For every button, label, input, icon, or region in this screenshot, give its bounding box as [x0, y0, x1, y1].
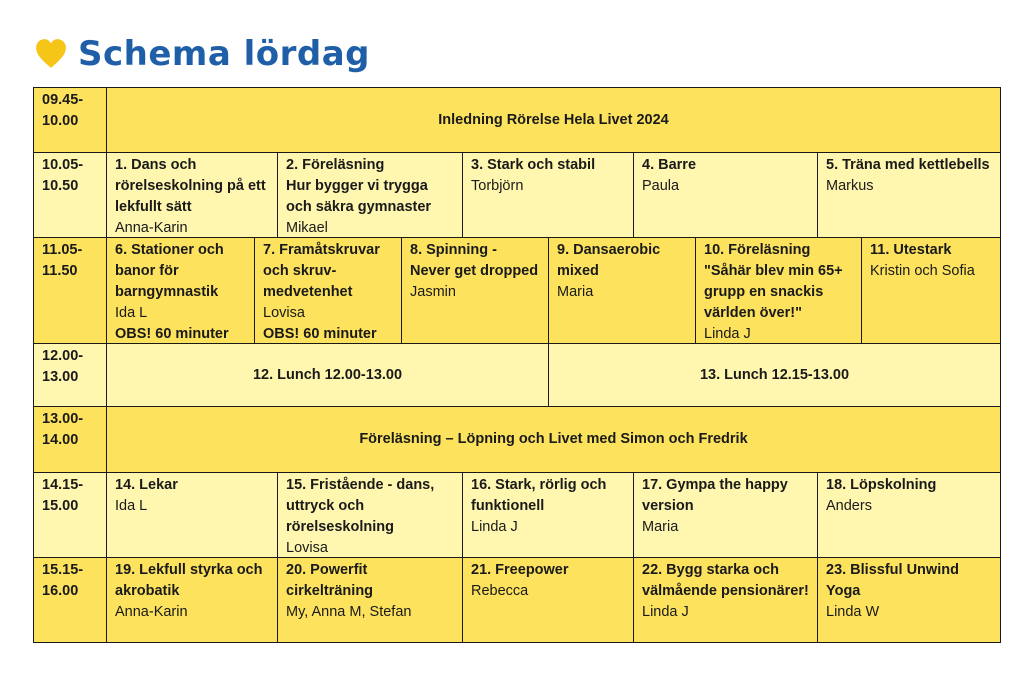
session-cell: [634, 558, 818, 642]
session-leader: My, Anna M, Stefan: [286, 604, 412, 620]
session-cell: [107, 153, 278, 238]
session-cell: [549, 238, 696, 344]
time-cell: 13.00- 14.00: [34, 407, 107, 473]
session-title: 2. Föreläsning Hur bygger vi trygga och säkra gymnaster: [286, 157, 432, 215]
session-title: 5. Träna med kettlebells: [826, 157, 990, 173]
session-title: 21. Freepower: [471, 562, 569, 578]
session-cell: [862, 238, 1000, 344]
session-title: 11. Utestark: [870, 242, 952, 258]
session-title: 3. Stark och stabil: [471, 157, 596, 173]
session-cell: [818, 558, 1000, 642]
session-title: 17. Gympa the happy version: [642, 477, 788, 514]
session-cell: [402, 238, 549, 344]
session-cell: [107, 473, 278, 558]
session-note: OBS! 60 minuter: [115, 326, 229, 342]
session-cell: [255, 238, 402, 344]
page-title: Schema lördag: [78, 34, 371, 74]
session-leader: Paula: [642, 178, 680, 194]
session-cell: [463, 558, 634, 642]
session-cell: [107, 558, 278, 642]
session-title: 15. Fristående - dans, uttryck och rörelseskolning: [286, 477, 435, 535]
session-cell: [463, 153, 634, 238]
time-cell: 09.45- 10.00: [34, 88, 107, 153]
session-cell: [278, 153, 463, 238]
time-cell: 15.15- 16.00: [34, 558, 107, 642]
session-cell: [634, 473, 818, 558]
session-title: 22. Bygg starka och välmående pensionärer!: [642, 562, 809, 599]
session-cell: Inledning Rörelse Hela Livet 2024: [107, 88, 1000, 153]
session-cell: [463, 473, 634, 558]
session-title: 23. Blissful Unwind Yoga: [826, 562, 959, 599]
session-leader: Kristin och Sofia: [870, 263, 975, 279]
session-title: 10. Föreläsning "Såhär blev min 65+ grupp en snackis världen över!": [704, 242, 843, 321]
session-leader: Jasmin: [410, 284, 456, 300]
session-cell: [818, 153, 1000, 238]
session-title: 19. Lekfull styrka och akrobatik: [115, 562, 263, 599]
session-leader: Mikael: [286, 220, 328, 236]
session-leader: Linda W: [826, 604, 880, 620]
session-leader: Torbjörn: [471, 178, 524, 194]
session-leader: Anna-Karin: [115, 604, 188, 620]
session-cell: [818, 473, 1000, 558]
lunch-cell: 13. Lunch 12.15-13.00: [549, 344, 1000, 407]
session-cell: [634, 153, 818, 238]
session-title: 6. Stationer och banor för barngymnastik: [115, 242, 224, 300]
session-leader: Markus: [826, 178, 874, 194]
session-cell: [696, 238, 862, 344]
session-leader: Lovisa: [263, 305, 305, 321]
session-leader: Rebecca: [471, 583, 529, 599]
session-cell: [107, 238, 255, 344]
session-title: 18. Löpskolning: [826, 477, 937, 493]
session-cell: Föreläsning – Löpning och Livet med Simon och Fredrik: [107, 407, 1000, 473]
page-header: [34, 28, 370, 80]
session-title: 16. Stark, rörlig och funktionell: [471, 477, 607, 514]
session-title: 8. Spinning - Never get dropped: [410, 242, 539, 279]
session-title: 20. Powerfit cirkelträning: [286, 562, 374, 599]
session-leader: Anders: [826, 498, 872, 514]
session-leader: Linda J: [642, 604, 689, 620]
session-leader: Maria: [642, 519, 679, 535]
time-cell: 14.15- 15.00: [34, 473, 107, 558]
session-cell: [278, 558, 463, 642]
session-title: 7. Framåtskruvar och skruv-medvetenhet: [263, 242, 380, 300]
session-cell: [278, 473, 463, 558]
session-title: 14. Lekar: [115, 477, 178, 493]
session-title: 9. Dansaerobic mixed: [557, 242, 661, 279]
session-title: 1. Dans och rörelseskolning på ett lekfullt sätt: [115, 157, 266, 215]
session-leader: Ida L: [115, 305, 148, 321]
lunch-cell: 12. Lunch 12.00-13.00: [107, 344, 549, 407]
session-leader: Maria: [557, 284, 594, 300]
time-cell: 12.00- 13.00: [34, 344, 107, 407]
schedule-table: [33, 87, 1001, 643]
session-leader: Lovisa: [286, 540, 328, 556]
time-cell: 10.05- 10.50: [34, 153, 107, 238]
session-leader: Anna-Karin: [115, 220, 188, 236]
session-note: OBS! 60 minuter: [263, 326, 377, 342]
heart-icon: [34, 37, 68, 71]
session-title: 4. Barre: [642, 157, 697, 173]
session-leader: Linda J: [471, 519, 518, 535]
time-cell: 11.05- 11.50: [34, 238, 107, 344]
session-leader: Linda J: [704, 326, 751, 342]
session-leader: Ida L: [115, 498, 148, 514]
